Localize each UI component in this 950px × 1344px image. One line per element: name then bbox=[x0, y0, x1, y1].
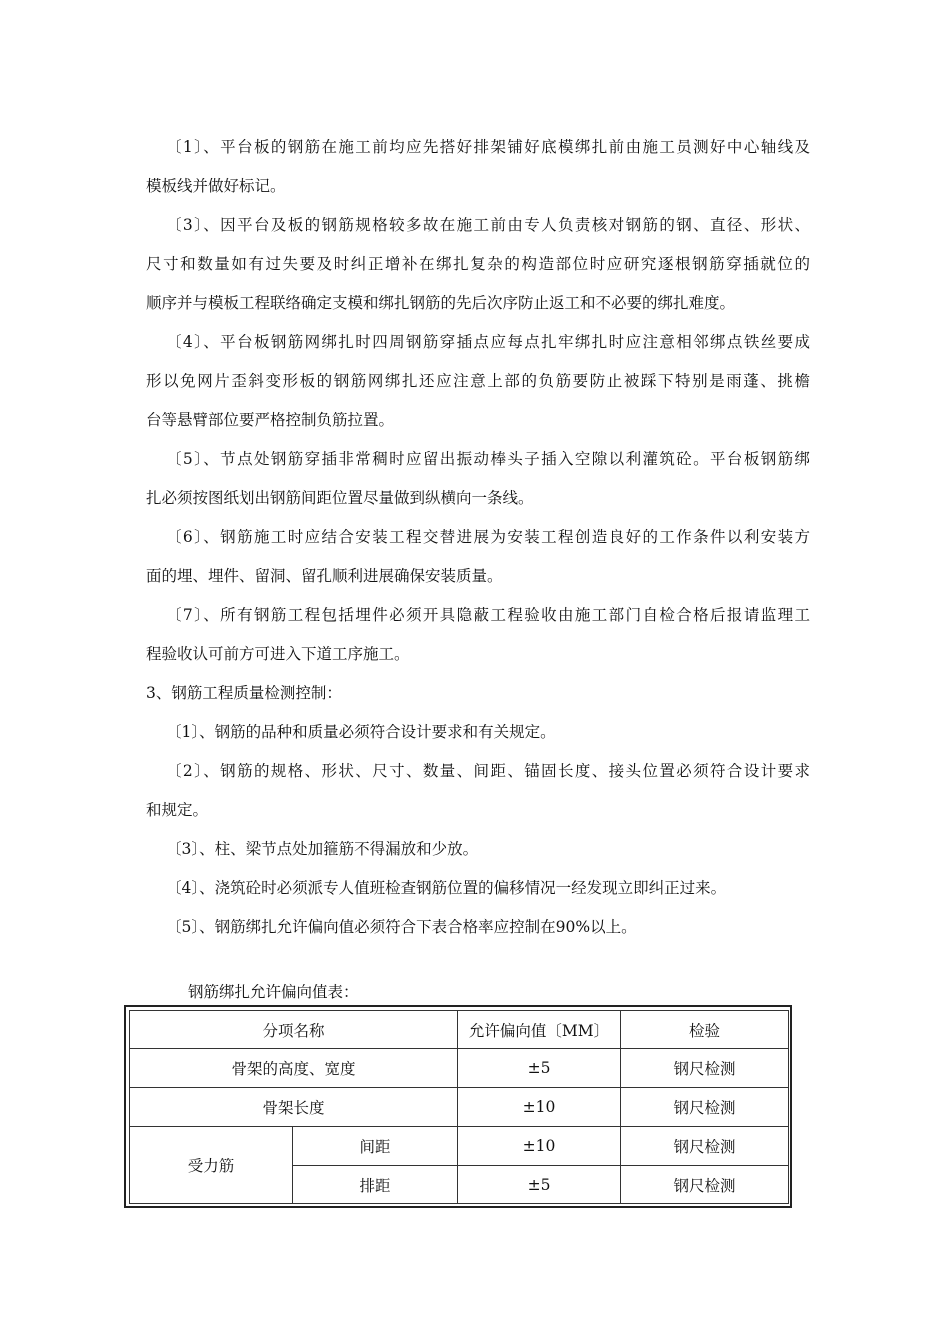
qc-item-2-line-2: 和规定。 bbox=[146, 801, 209, 819]
subrow-item-name: 间距 bbox=[293, 1127, 458, 1166]
row-tolerance: ±10 bbox=[458, 1088, 621, 1127]
group-item-name: 受力筋 bbox=[130, 1127, 293, 1204]
para-1-line-2: 模板线并做好标记。 bbox=[146, 177, 286, 195]
table-row bbox=[130, 1088, 789, 1127]
row-tolerance: ±5 bbox=[458, 1049, 621, 1088]
table-header-row bbox=[130, 1011, 789, 1049]
row-inspection: 钢尺检测 bbox=[621, 1049, 789, 1088]
qc-item-1: 〔1〕、钢筋的品种和质量必须符合设计要求和有关规定。 bbox=[166, 723, 556, 741]
para-5-line-1: 〔5〕、节点处钢筋穿插非常稠时应留出振动棒头子插入空隙以利灌筑砼。平台板钢筋绑 bbox=[166, 450, 810, 468]
table-row bbox=[130, 1049, 789, 1088]
para-3-line-2: 尺寸和数量如有过失要及时纠正增补在绑扎复杂的构造部位时应研究逐根钢筋穿插就位的 bbox=[146, 255, 810, 273]
para-7-line-1: 〔7〕、所有钢筋工程包括埋件必须开具隐蔽工程验收由施工部门自检合格后报请监理工 bbox=[166, 606, 810, 624]
row-item-name: 骨架长度 bbox=[130, 1088, 458, 1127]
para-4-line-2: 形以免网片歪斜变形板的钢筋网绑扎还应注意上部的负筋要防止被踩下特别是雨蓬、挑檐 bbox=[146, 372, 810, 390]
para-3-line-1: 〔3〕、因平台及板的钢筋规格较多故在施工前由专人负责核对钢筋的钢、直径、形状、 bbox=[166, 216, 810, 234]
para-1-line-1: 〔1〕、平台板的钢筋在施工前均应先搭好排架铺好底模绑扎前由施工员测好中心轴线及 bbox=[166, 138, 810, 156]
table-caption: 钢筋绑扎允许偏向值表： bbox=[188, 983, 359, 1001]
header-inspection: 检验 bbox=[621, 1011, 789, 1049]
subrow-inspection: 钢尺检测 bbox=[621, 1166, 789, 1204]
para-6-line-1: 〔6〕、钢筋施工时应结合安装工程交替进展为安装工程创造良好的工作条件以利安装方 bbox=[166, 528, 810, 546]
tolerance-table-frame bbox=[124, 1005, 792, 1208]
subrow-item-name: 排距 bbox=[293, 1166, 458, 1204]
table-row bbox=[130, 1127, 789, 1166]
para-3-line-3: 顺序并与模板工程联络确定支模和绑扎钢筋的先后次序防止返工和不必要的绑扎难度。 bbox=[146, 294, 736, 312]
para-6-line-2: 面的埋、埋件、留洞、留孔顺利进展确保安装质量。 bbox=[146, 567, 503, 585]
subrow-tolerance: ±10 bbox=[458, 1127, 621, 1166]
row-item-name: 骨架的高度、宽度 bbox=[130, 1049, 458, 1088]
section-heading: 3、钢筋工程质量检测控制： bbox=[146, 684, 342, 702]
header-tolerance: 允许偏向值〔MM〕 bbox=[458, 1011, 621, 1049]
header-item-name: 分项名称 bbox=[130, 1011, 458, 1049]
subrow-inspection: 钢尺检测 bbox=[621, 1127, 789, 1166]
para-7-line-2: 程验收认可前方可进入下道工序施工。 bbox=[146, 645, 410, 663]
para-5-line-2: 扎必须按图纸划出钢筋间距位置尽量做到纵横向一条线。 bbox=[146, 489, 534, 507]
qc-item-2-line-1: 〔2〕、钢筋的规格、形状、尺寸、数量、间距、锚固长度、接头位置必须符合设计要求 bbox=[166, 762, 810, 780]
qc-item-3: 〔3〕、柱、梁节点处加箍筋不得漏放和少放。 bbox=[166, 840, 479, 858]
qc-item-5: 〔5〕、钢筋绑扎允许偏向值必须符合下表合格率应控制在90%以上。 bbox=[166, 918, 637, 936]
qc-item-4: 〔4〕、浇筑砼时必须派专人值班检查钢筋位置的偏移情况一经发现立即纠正过来。 bbox=[166, 879, 727, 897]
tolerance-table bbox=[129, 1010, 789, 1204]
para-4-line-3: 台等悬臂部位要严格控制负筋拉置。 bbox=[146, 411, 395, 429]
para-4-line-1: 〔4〕、平台板钢筋网绑扎时四周钢筋穿插点应每点扎牢绑扎时应注意相邻绑点铁丝要成 bbox=[166, 333, 810, 351]
subrow-tolerance: ±5 bbox=[458, 1166, 621, 1204]
row-inspection: 钢尺检测 bbox=[621, 1088, 789, 1127]
